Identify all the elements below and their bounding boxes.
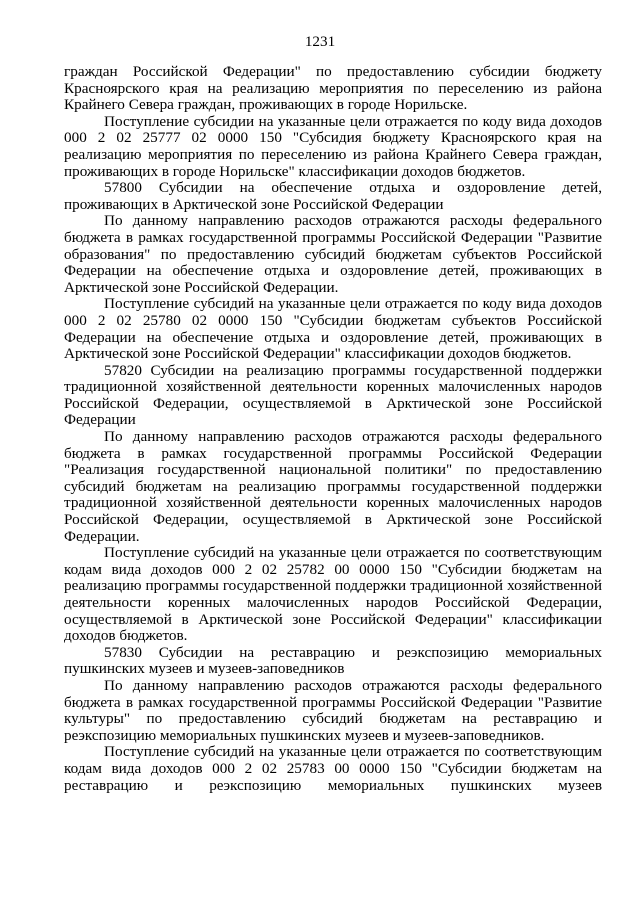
paragraph: Поступление субсидий на указанные цели отражается по соответствующим кодам вида доходов 000 2 02 25783 00 0000 150 "Субсидии бюджетам на реставрацию и реэкспозицию мемориальных пушкинских музеев bbox=[64, 743, 602, 794]
page-number: 1231 bbox=[304, 33, 336, 50]
paragraph: граждан Российской Федерации" по предоставлению субсидии бюджету Красноярского края на реализацию мероприятия по переселению из района Крайнего Севера граждан, проживающих в городе Норильске. bbox=[64, 63, 602, 114]
document-body bbox=[64, 64, 602, 794]
section-heading: 57820 Субсидии на реализацию программы государственной поддержки традиционной хозяйственной деятельности коренных малочисленных народов Российской Федерации, осуществляемой в Арктической зоне Российской Федерации bbox=[64, 361, 602, 429]
paragraph: Поступление субсидий на указанные цели отражается по соответствующим кодам вида доходов 000 2 02 25782 00 0000 150 "Субсидии бюджетам на реализацию программы государственной поддержки традиционной хозяйственной деятельности коренных малочисленных народов Российской Федерации, осуществляемой в Арктической зоне Российской Федерации" классификации доходов бюджетов. bbox=[64, 544, 602, 645]
section-heading: 57830 Субсидии на реставрацию и реэкспозицию мемориальных пушкинских музеев и музеев-заповедников bbox=[64, 643, 602, 678]
paragraph: Поступление субсидии на указанные цели отражается по коду вида доходов 000 2 02 25777 02 0000 150 "Субсидия бюджету Красноярского края на реализацию мероприятия по переселению из района Крайнего Севера граждан, проживающих в городе Норильске" классификации доходов бюджетов. bbox=[64, 112, 602, 180]
paragraph: По данному направлению расходов отражаются расходы федерального бюджета в рамках государственной программы Российской Федерации "Развитие образования" по предоставлению субсидий бюджетам субъектов Российской Федерации на обеспечение отдыха и оздоровление детей, проживающих в Арктической зоне Российской Федерации. bbox=[64, 212, 602, 296]
paragraph: По данному направлению расходов отражаются расходы федерального бюджета в рамках государственной программы Российской Федерации "Развитие культуры" по предоставлению субсидий бюджетам на реставрацию и реэкспозицию мемориальных пушкинских музеев и музеев-заповедников. bbox=[64, 676, 602, 744]
section-heading: 57800 Субсидии на обеспечение отдыха и оздоровление детей, проживающих в Арктической зоне Российской Федерации bbox=[64, 179, 602, 213]
paragraph: По данному направлению расходов отражаются расходы федерального бюджета в рамках государственной программы Российской Федерации "Реализация государственной национальной политики" по предоставлению субсидий бюджетам на реализацию программы государственной поддержки традиционной хозяйственной деятельности коренных малочисленных народов Российской Федерации, осуществляемой в Арктической зоне Российской Федерации. bbox=[64, 428, 602, 545]
paragraph: Поступление субсидий на указанные цели отражается по коду вида доходов 000 2 02 25780 02 0000 150 "Субсидии бюджетам субъектов Российской Федерации на обеспечение отдыха и оздоровление детей, проживающих в Арктической зоне Российской Федерации" классификации доходов бюджетов. bbox=[64, 295, 602, 363]
